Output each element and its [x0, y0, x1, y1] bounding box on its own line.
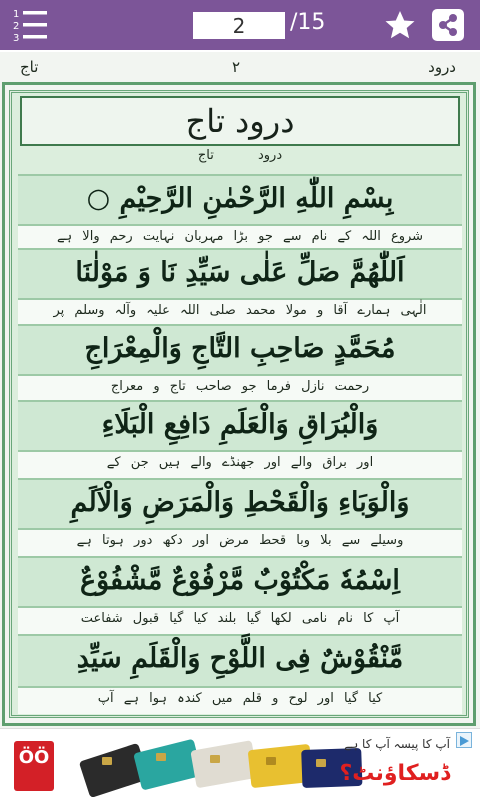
- urdu-translation: کیا گیا اور لوح و قلم میں کندہ ہوا ہے آپ: [18, 688, 462, 714]
- scanned-page[interactable]: [0, 52, 480, 728]
- page-header-number: ۲: [232, 58, 241, 76]
- svg-text:1: 1: [13, 9, 20, 20]
- ad-headline: ڈسکاؤنٹ؟: [339, 761, 450, 786]
- ad-choices-icon[interactable]: [456, 732, 472, 748]
- arabic-line: اِسْمُهٗ مَكْتُوْبٌ مَّرْفُوْعٌ مَّشْفُوْعٌ: [18, 556, 462, 608]
- arabic-line: مَّنْقُوْشٌ فِى اللَّوْحِ وَالْقَلَمِ سَيِّدِ: [18, 634, 462, 688]
- ad-logo[interactable]: [14, 741, 54, 791]
- arabic-line: بِسْمِ اللّٰهِ الرَّحْمٰنِ الرَّحِيْمِ ○: [18, 174, 462, 226]
- credit-cards-image[interactable]: [76, 733, 366, 797]
- ad-tagline: آپ کا پیسہ آپ کا ہے: [344, 737, 450, 751]
- arabic-line: وَالْوَبَاءِ وَالْقَحْطِ وَالْمَرَضِ وَالْاَلَمِ: [18, 478, 462, 530]
- ad-logo-text: ÖÖ: [18, 747, 50, 768]
- urdu-translation: شروع اللہ کے نام سے جو بڑا مہربان نہایت رحم والا ہے: [18, 226, 462, 248]
- svg-text:2: 2: [13, 21, 20, 32]
- arabic-line: اَللّٰهُمَّ صَلِّ عَلٰى سَيِّدِ نَا وَ مَوْلٰنَا: [18, 248, 462, 300]
- page-total-label: /15: [290, 10, 326, 35]
- page-title: درود تاج: [20, 96, 460, 146]
- urdu-translation: رحمت نازل فرما جو صاحب تاج و معراج: [18, 376, 462, 400]
- urdu-translation: اور براق والے اور جھنڈے والے ہیں جن کے: [18, 452, 462, 478]
- arabic-line: وَالْبُرَاقِ وَالْعَلَمِ دَافِعِ الْبَلَاءِ: [18, 400, 462, 452]
- urdu-translation: وسیلے سے بلا وبا قحط مرض اور دکھ دور ہوتا ہے: [18, 530, 462, 556]
- share-icon[interactable]: [432, 9, 464, 41]
- page-number-input[interactable]: [193, 12, 285, 39]
- page-header-right: درود: [428, 58, 456, 76]
- urdu-translation: الٰہی ہمارے آقا و مولا محمد صلی اللہ علیہ وآلہ وسلم پر: [18, 300, 462, 324]
- star-icon[interactable]: [384, 9, 416, 41]
- page-header-left: تاج: [20, 58, 39, 76]
- page-subtitle: درود تاج: [197, 148, 283, 163]
- svg-text:3: 3: [13, 33, 20, 44]
- top-toolbar: [0, 0, 480, 50]
- ad-banner[interactable]: [0, 728, 480, 801]
- urdu-translation: آپ کا نام نامی لکھا گیا بلند کیا گیا قبول شفاعت: [18, 608, 462, 634]
- arabic-line: مُحَمَّدٍ صَاحِبِ التَّاجِ وَالْمِعْرَاجِ: [18, 324, 462, 376]
- numbered-list-icon[interactable]: [10, 6, 50, 46]
